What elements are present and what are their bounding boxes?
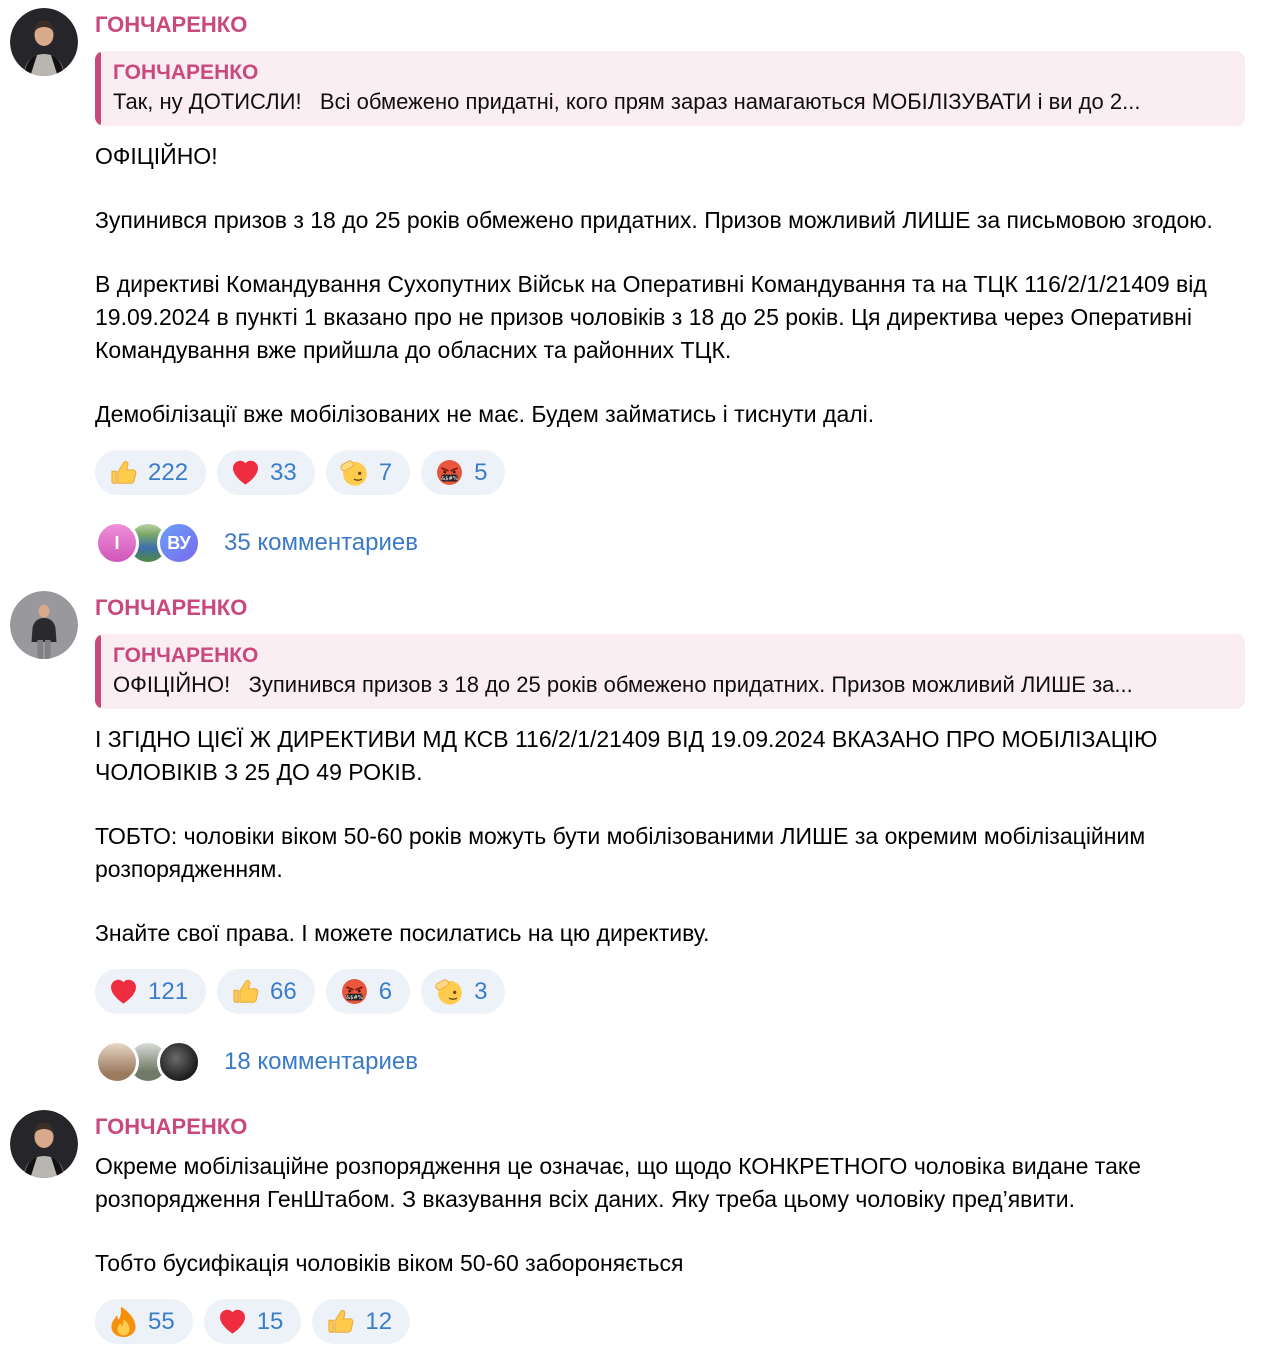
comments-count-label: 18 комментариев — [224, 1048, 419, 1075]
reaction-count: 15 — [256, 1307, 284, 1335]
channel-avatar[interactable] — [10, 1110, 78, 1178]
commenter-avatar: ВУ — [157, 521, 201, 565]
paragraph: ОФІЦІЙНО! — [95, 143, 218, 169]
reaction-pill-fire[interactable] — [95, 1299, 193, 1344]
commenter-avatar: І — [95, 521, 139, 565]
paragraph: Тобто бусифікація чоловіків віком 50-60 забороняється — [95, 1250, 684, 1276]
commenter-avatar — [157, 1040, 201, 1084]
reaction-count: 66 — [270, 977, 297, 1005]
channel-name[interactable]: ГОНЧАРЕНКО — [95, 595, 248, 620]
commenter-avatars — [95, 1040, 201, 1084]
message-text — [95, 723, 1245, 950]
message — [0, 587, 1280, 1084]
message — [0, 4, 1280, 565]
comments-count-label: 35 комментариев — [224, 529, 419, 556]
message — [0, 1106, 1280, 1344]
paragraph: Демобілізації вже мобілізованих не має. Будем займатись і тиснути далі. — [95, 401, 875, 427]
saluting-face-icon — [339, 457, 370, 488]
person-portrait-icon — [10, 8, 78, 76]
svg-text:&$#%: &$#% — [345, 995, 363, 1002]
quote-author: ГОНЧАРЕНКО — [113, 644, 259, 667]
reactions-row — [95, 1299, 1245, 1344]
reaction-count: 6 — [378, 977, 393, 1005]
quote-text: ОФІЦІЙНО! Зупинився призов з 18 до 25 років обмежено придатних. Призов можливий ЛИШЕ за... — [113, 672, 1133, 697]
thumbs-up-icon — [230, 976, 261, 1007]
paragraph: Окреме мобілізаційне розпорядження це означає, що щодо КОНКРЕТНОГО чоловіка видане таке розпорядження ГенШтабом. З вказування всіх даних. Яку треба цьому чоловіку пред’явити. — [95, 1153, 1141, 1212]
reactions-row — [95, 450, 1245, 495]
reaction-pill-cursing[interactable] — [421, 450, 505, 495]
reaction-pill-heart[interactable] — [95, 969, 206, 1014]
fire-icon — [108, 1306, 139, 1337]
paragraph: ТОБТО: чоловіки віком 50-60 років можуть бути мобілізованими ЛИШЕ за окремим мобілізаційним розпорядженням. — [95, 823, 1146, 882]
reaction-count: 3 — [474, 977, 488, 1005]
reaction-count: 121 — [148, 977, 189, 1005]
channel-avatar[interactable] — [10, 591, 78, 659]
paragraph: Зупинився призов з 18 до 25 років обмежено придатних. Призов можливий ЛИШЕ за письмовою згодою. — [95, 207, 1213, 233]
reaction-count: 33 — [270, 458, 297, 486]
cursing-face-icon — [434, 457, 465, 488]
commenter-avatar — [95, 1040, 139, 1084]
reaction-pill-salute[interactable] — [421, 969, 505, 1014]
reaction-pill-cursing[interactable] — [326, 969, 410, 1014]
reaction-pill-salute[interactable] — [326, 450, 410, 495]
reaction-count: 12 — [365, 1307, 393, 1335]
thumbs-up-icon — [108, 457, 139, 488]
reaction-count: 222 — [148, 458, 189, 486]
reaction-pill-heart[interactable] — [217, 450, 315, 495]
reply-quote[interactable] — [95, 634, 1245, 709]
reaction-count: 7 — [378, 458, 393, 486]
reaction-pill-heart[interactable] — [204, 1299, 302, 1344]
message-text — [95, 1150, 1245, 1280]
channel-avatar[interactable] — [10, 8, 78, 76]
reply-quote[interactable] — [95, 51, 1245, 126]
red-heart-icon — [108, 976, 139, 1007]
paragraph: В директиві Командування Сухопутних Військ на Оперативні Командування та на ТЦК 116/2/1/21409 від 19.09.2024 в пункті 1 вказано про не призов чоловіків з 18 до 25 років. Ця директива через Оперативні Командування вже прийшла до обласних та районних ТЦК. — [95, 271, 1207, 363]
reaction-pill-thumbs-up[interactable] — [217, 969, 315, 1014]
comments-link[interactable] — [95, 1040, 418, 1084]
paragraph: І ЗГІДНО ЦІЄЇ Ж ДИРЕКТИВИ МД КСВ 116/2/1/21409 ВІД 19.09.2024 ВКАЗАНО ПРО МОБІЛІЗАЦІЮ ЧОЛОВІКІВ З 25 ДО 49 РОКІВ. — [95, 726, 1158, 785]
quote-author: ГОНЧАРЕНКО — [113, 61, 259, 84]
channel-name[interactable]: ГОНЧАРЕНКО — [95, 12, 248, 37]
red-heart-icon — [217, 1306, 248, 1337]
cursing-face-icon — [339, 976, 370, 1007]
message-text — [95, 140, 1245, 431]
person-standing-icon — [10, 591, 78, 659]
person-portrait-icon — [10, 1110, 78, 1178]
svg-text:&$#%: &$#% — [441, 476, 458, 483]
reaction-pill-thumbs-up[interactable] — [312, 1299, 410, 1344]
reaction-pill-thumbs-up[interactable] — [95, 450, 206, 495]
commenter-avatars — [95, 521, 201, 565]
channel-name[interactable]: ГОНЧАРЕНКО — [95, 1114, 248, 1139]
red-heart-icon — [230, 457, 261, 488]
paragraph: Знайте свої права. І можете посилатись на цю директиву. — [95, 920, 710, 946]
thumbs-up-icon — [325, 1306, 356, 1337]
comments-link[interactable] — [95, 521, 418, 565]
reaction-count: 5 — [474, 458, 488, 486]
reactions-row — [95, 969, 1245, 1014]
reaction-count: 55 — [148, 1307, 175, 1335]
saluting-face-icon — [434, 976, 465, 1007]
quote-text: Так, ну ДОТИСЛИ! Всі обмежено придатні, кого прям зараз намагаються МОБІЛІЗУВАТИ і ви до 2... — [113, 89, 1141, 114]
